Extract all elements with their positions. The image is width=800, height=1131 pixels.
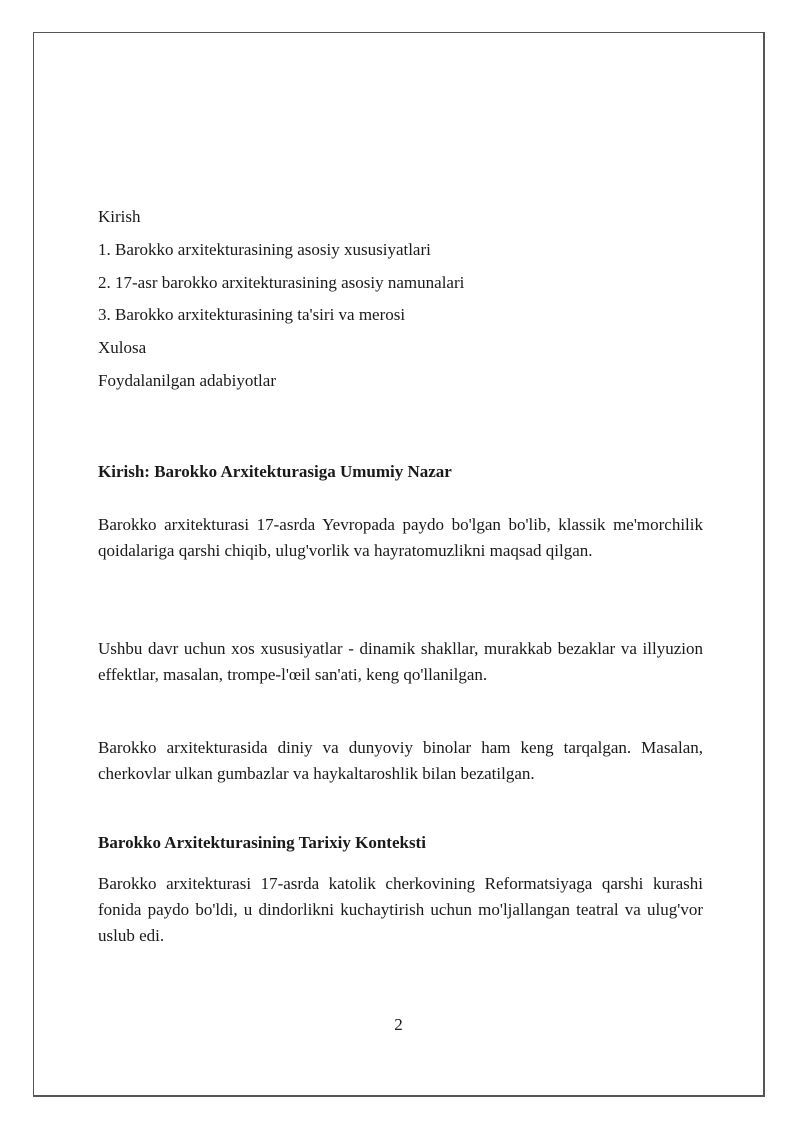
toc-item-conclusion: Xulosa — [98, 338, 147, 358]
table-of-contents — [98, 201, 703, 398]
paragraph: Ushbu davr uchun xos xususiyatlar - dinamik shakllar, murakkab bezaklar va illyuzion effektlar, masalan, trompe-l'œil san'ati, keng qo'llanilgan. — [98, 639, 703, 684]
paragraph: Barokko arxitekturasida diniy va dunyoviy binolar ham keng tarqalgan. Masalan, cherkovlar ulkan gumbazlar va haykaltaroshlik bilan bezatilgan. — [98, 738, 703, 783]
toc-item-references: Foydalanilgan adabiyotlar — [98, 370, 276, 390]
toc-item-1: 1. Barokko arxitekturasining asosiy xususiyatlari — [98, 239, 431, 259]
paragraph: Barokko arxitekturasi 17-asrda katolik cherkovining Reformatsiyaga qarshi kurashi fonida paydo bo'ldi, u dindorlikni kuchaytirish uchun mo'ljallangan teatral va ulug'vor uslub edi. — [98, 874, 703, 945]
page-number: 2 — [394, 1015, 403, 1034]
document-page — [33, 32, 765, 1097]
toc-item-3: 3. Barokko arxitekturasining ta'siri va merosi — [98, 305, 406, 325]
toc-item-2: 2. 17-asr barokko arxitekturasining asosiy namunalari — [98, 272, 465, 292]
section-heading-context: Barokko Arxitekturasining Tarixiy Konteksti — [98, 833, 426, 852]
toc-item-intro: Kirish — [98, 207, 141, 226]
paragraph: Barokko arxitekturasi 17-asrda Yevropada paydo bo'lgan bo'lib, klassik me'morchilik qoidalariga qarshi chiqib, ulug'vorlik va hayratomuzlikni maqsad qilgan. — [98, 515, 703, 560]
section-heading-intro: Kirish: Barokko Arxitekturasiga Umumiy Nazar — [98, 462, 452, 481]
